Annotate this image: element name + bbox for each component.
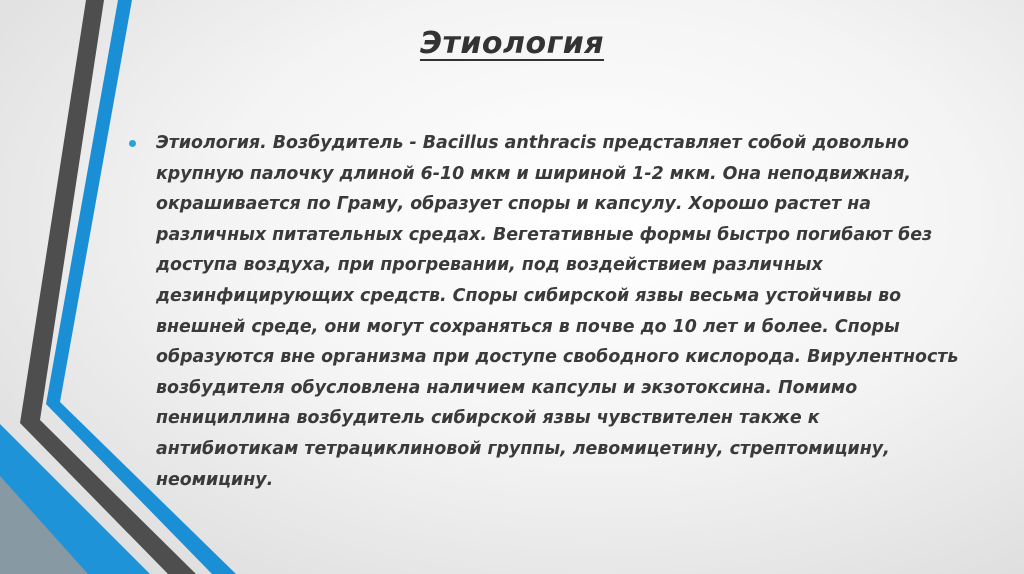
slide-content — [126, 128, 966, 495]
bullet-dot-icon — [129, 140, 136, 147]
bullet-item — [126, 128, 966, 495]
slide-title: Этиология — [419, 26, 605, 61]
bullet-text: Этиология. Возбудитель - Bacillus anthracis представляет собой довольно крупную палочку длиной 6-10 мкм и шириной 1-2 мкм. Она неподвижная, окрашивается по Граму, образует споры и капсулу. Хорошо растет на различных питательных средах. Вегетативные формы быстро погибают без доступа воздуха, при прогревании, под воздействием различных дезинфицирующих средств. Споры сибирской язвы весьма устойчивы во внешней среде, они могут сохраняться в почве до 10 лет и более. Споры образуются вне организма при доступе свободного кислорода. Вирулентность возбудителя обусловлена наличием капсулы и экзотоксина. Помимо пенициллина возбудитель сибирской язвы чувствителен также к антибиотикам тетрациклиновой группы, левомицетину, стрептомицину, неомицину. — [156, 133, 959, 490]
